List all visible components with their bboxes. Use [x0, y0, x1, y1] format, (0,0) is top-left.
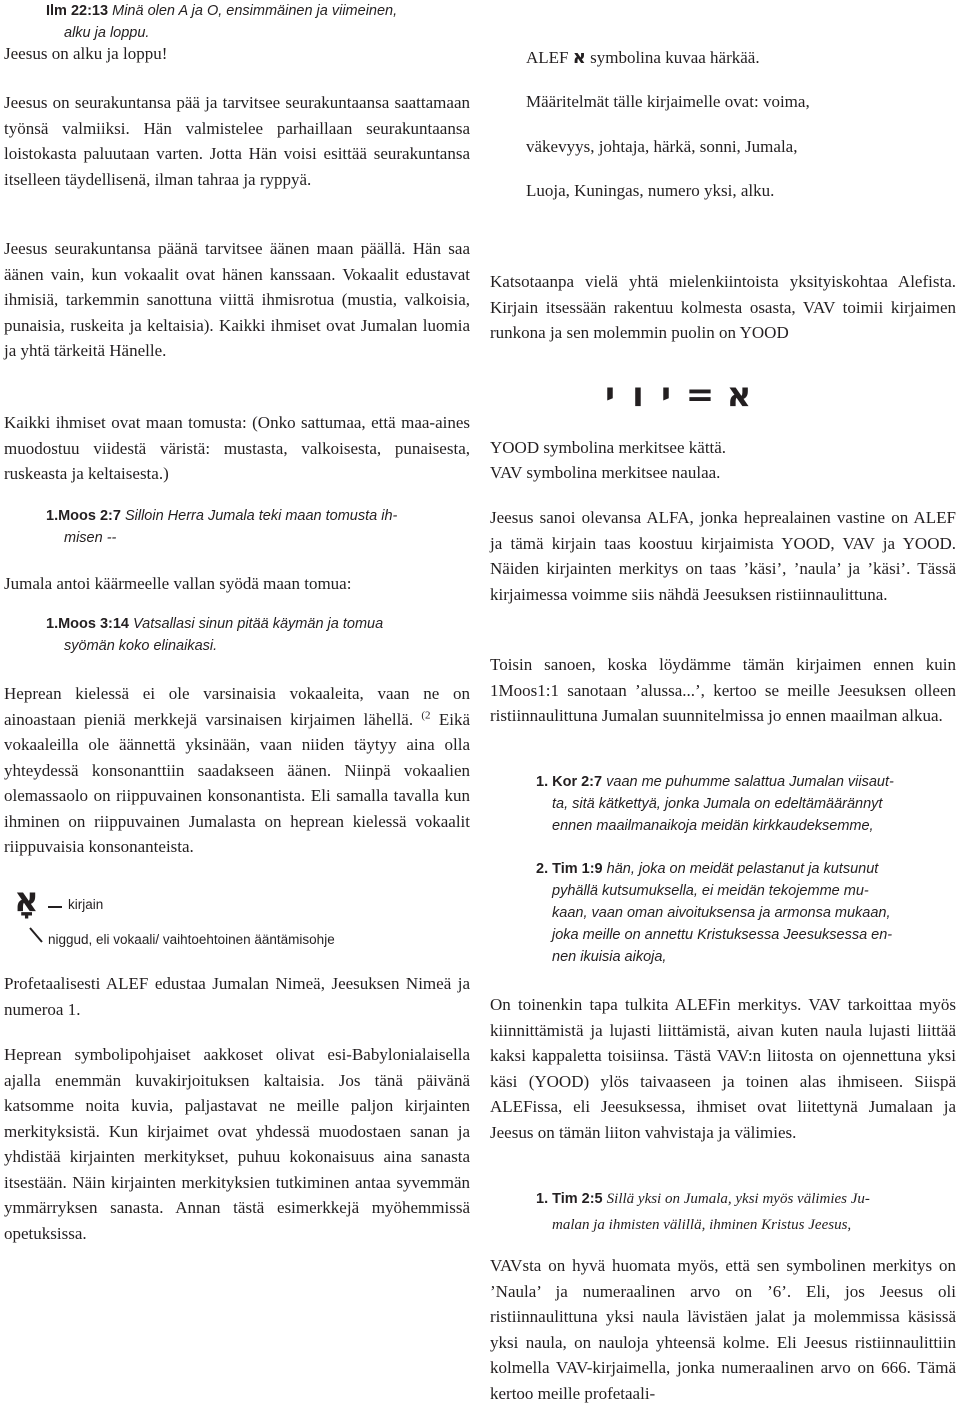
paragraph: On toinenkin tapa tulkita ALEFin merkitys. VAV tarkoittaa myös kiinnittämistä ja lujasti liittämistä, aivan kuten naula lujasti liittää kaksi kappaletta toisiinsa. Tästä VAV:n liitosta on ojennettuna yksi käsi (YOOD) ylös taivaaseen ja toinen alas ihmiseen. Siispä ALEFissa, eli Jeesuksessa, ihmiset ovat liitettynä Jumalaan ja Jeesus on tämän liiton vahvistaja ja välimies.	[490, 995, 956, 1142]
alef-niqqud-diagram	[4, 882, 474, 952]
verse-text: vaan me puhumme salattua Jumalan viisaut-	[606, 774, 894, 790]
verse-text-cont: misen --	[64, 530, 117, 546]
line-jeesus-alku: Jeesus on alku ja loppu!	[4, 44, 168, 63]
verse-reference: Ilm 22:13	[46, 3, 109, 19]
alef-symbol-line: ALEF א symbolina kuvaa härkää.	[526, 47, 760, 68]
definition-line: Määritelmät tälle kirjaimelle ovat: voima,	[526, 92, 810, 111]
verse-1-moos-2-7	[46, 505, 466, 549]
yod-glyph: י	[660, 375, 671, 415]
paragraph: Jeesus sanoi olevansa ALFA, jonka heprealainen vastine on ALEF ja tämä kirjain taas koostuu kirjaimista YOOD, VAV ja YOOD. Näiden kirjainten merkitys on taas ’käsi’, ’naula’ ja ’käsi’. Tässä kirjaimessa voimme siis nähdä Jeesuksen ristiinnaulittuna.	[490, 508, 956, 604]
verse-text-cont: syömän koko elinaikasi.	[64, 638, 218, 654]
alef-with-niqqud-glyph: אָ	[14, 880, 39, 920]
verse-text: Minä olen A ja O, ensimmäinen ja viimeinen,	[112, 3, 398, 19]
alef-equation	[596, 373, 796, 419]
verse-1-tim-2-5: 1. Tim 2:5 Sillä yksi on Jumala, yksi myös välimies Ju- malan ja ihmisten välillä, ihminen Kristus Jeesus,	[536, 1191, 870, 1233]
paragraph: Jeesus seurakuntansa päänä tarvitsee äänen maan päällä. Hän saa äänen vain, kun vokaalit ovat hänen kanssaan. Vokaalit edustavat ihmisiä, tarkemmin sanottuna viittä ihmisrotua (mustia, valkoisia, punaisia, ruskeita ja keltaisia). Kaikki ihmiset ovat Jumalan luomia ja yhtä tärkeitä Hänelle.	[4, 239, 470, 360]
paragraph: Kaikki ihmiset ovat maan tomusta: (Onko sattumaa, että maa-aines muodostuu viidestä väristä: mustasta, valkoisesta, punaisesta, ruskeasta ja keltaisesta.)	[4, 413, 470, 483]
verse-text: Vatsallasi sinun pitää käymän ja tomua	[133, 616, 384, 632]
paragraph: VAVsta on hyvä huomata myös, että sen symbolinen merkitys on ’Naula’ ja numeraalinen arvo on ’6’. Eli, jos Jeesus oli ristiinnaulittuna yksi naula lävistäen jalat ja molemmissa käsissä yksi naula, on nauloja yhteensä kolme. Eli Jeesus ristiinnaulittiin kolmella VAV-kirjaimella, jonka numeraalinen arvo on 666. Tämä kertoo meille profetaali-	[490, 1256, 956, 1403]
verse-reference: 1.Moos 2:7	[46, 508, 121, 524]
label-letter: kirjain	[68, 897, 104, 912]
yod-glyph: י	[604, 375, 615, 415]
definition-line: Luoja, Kuningas, numero yksi, alku.	[526, 181, 775, 200]
verse-text: Sillä yksi on Jumala, yksi myös välimies Ju-	[606, 1191, 870, 1207]
paragraph: Profetaalisesti ALEF edustaa Jumalan Nimeä, Jeesuksen Nimeä ja numeroa 1.	[4, 974, 470, 1019]
label-niqqud: niggud, eli vokaali/ vaihtoehtoinen ääntämisohje	[48, 932, 335, 947]
alef-glyph: א	[726, 375, 752, 415]
verse-1-kor-2-7: 1. Kor 2:7 vaan me puhumme salattua Jumalan viisaut- ta, sitä kätkettyä, jonka Jumala on edeltämäärännyt ennen maailmanaikoja meidän kirkkaudeksemme,	[536, 774, 894, 834]
verse-reference: 1. Kor 2:7	[536, 774, 603, 790]
verse-text: hän, joka on meidät pelastanut ja kutsunut	[606, 861, 879, 877]
equals-sign: =	[685, 375, 715, 415]
verse-text-cont: alku ja loppu.	[64, 25, 150, 41]
verse-1-moos-3-14	[46, 613, 466, 657]
vav-glyph: ו	[632, 375, 644, 415]
footnote-marker: (2	[421, 708, 431, 721]
verse-reference: 2. Tim 1:9	[536, 861, 603, 877]
verse-reference: 1.Moos 3:14	[46, 616, 129, 632]
paragraph: Jeesus on seurakuntansa pää ja tarvitsee seurakuntaansa saattamaan työnsä valmiiksi. Hän valmistelee parhaillaan seurakuntaansa loistokasta paluutaan varten. Jotta Hän voisi esittää seurakuntansa itselleen täydellisenä, ilman tahraa ja ryppyä.	[4, 93, 470, 189]
leader-line-niqqud	[30, 928, 42, 942]
paragraph-vowels: Heprean kielessä ei ole varsinaisia vokaaleita, vaan ne on ainoastaan pieniä merkkejä varsinaisen kirjaimen lähellä. $^{(2}$ Eikä vokaaleilla ole äännettä yksinään, vaan niiden täytyy aina olla yhteydessä konsonanttiin saadakseen äänen. Niinpä vokaalien olemassaolo on riippuvainen konsonantista. Eli samalla tavalla kun ihminen on riippuvainen Jumalasta on heprean kielessä vokaalit riippuvaisia konsonanteista.	[4, 684, 470, 856]
verse-text: Silloin Herra Jumala teki maan tomusta ih-	[124, 508, 398, 524]
yood-meaning: YOOD symbolina merkitsee kättä.	[490, 438, 727, 457]
paragraph: Heprean symbolipohjaiset aakkoset olivat esi-Babylonialaisella ajalla enemmän kuvakirjoituksen kaltaisia. Jos tänä päivänä katsomme noita kuvia, paljastavat ne meille paljon kirjainten merkityksistä. Kun kirjaimet ovat yhdessä muodostaen sanan ja yhdistää kirjainten merkitykset, puhuu kokonaisuus aina sanasta itsestään. Näin kirjainten merkityksien tutkiminen antaa syvemmän ymmärryksen sanasta. Annan tästä esimerkkejä myöhemmissä opetuksissa.	[4, 1045, 470, 1243]
verse-reference: 1. Tim 2:5	[536, 1191, 603, 1207]
verse-ilm-22-13	[46, 0, 466, 44]
verse-2-tim-1-9: 2. Tim 1:9 hän, joka on meidät pelastanut ja kutsunut pyhällä kutsumuksella, ei meidän tekojemme mu- kaan, vaan oman aivoituksensa ja armonsa mukaan, joka meille on annettu Kristuksessa Jeesuksessa en- nen ikuisia aikoja,	[536, 861, 893, 965]
line-jumala-antoi: Jumala antoi käärmeelle vallan syödä maan tomua:	[4, 574, 352, 593]
alef-glyph: א	[572, 47, 586, 68]
paragraph: Toisin sanoen, koska löydämme tämän kirjaimen ennen kuin 1Moos1:1 sanotaan ’alussa...’, kertoo se meille Jeesuksen olleen ristiinnaulittuna Jumalan suunnitelmissa jo ennen maailman alkua.	[490, 655, 956, 725]
vav-meaning: VAV symbolina merkitsee naulaa.	[490, 463, 721, 482]
paragraph: Katsotaanpa vielä yhtä mielenkiintoista yksityiskohtaa Alefista. Kirjain itsessään rakentuu kolmesta osasta, VAV toimii kirjaimen runkona ja sen molemmin puolin on YOOD	[490, 272, 956, 342]
definition-line: väkevyys, johtaja, härkä, sonni, Jumala,	[526, 137, 798, 156]
